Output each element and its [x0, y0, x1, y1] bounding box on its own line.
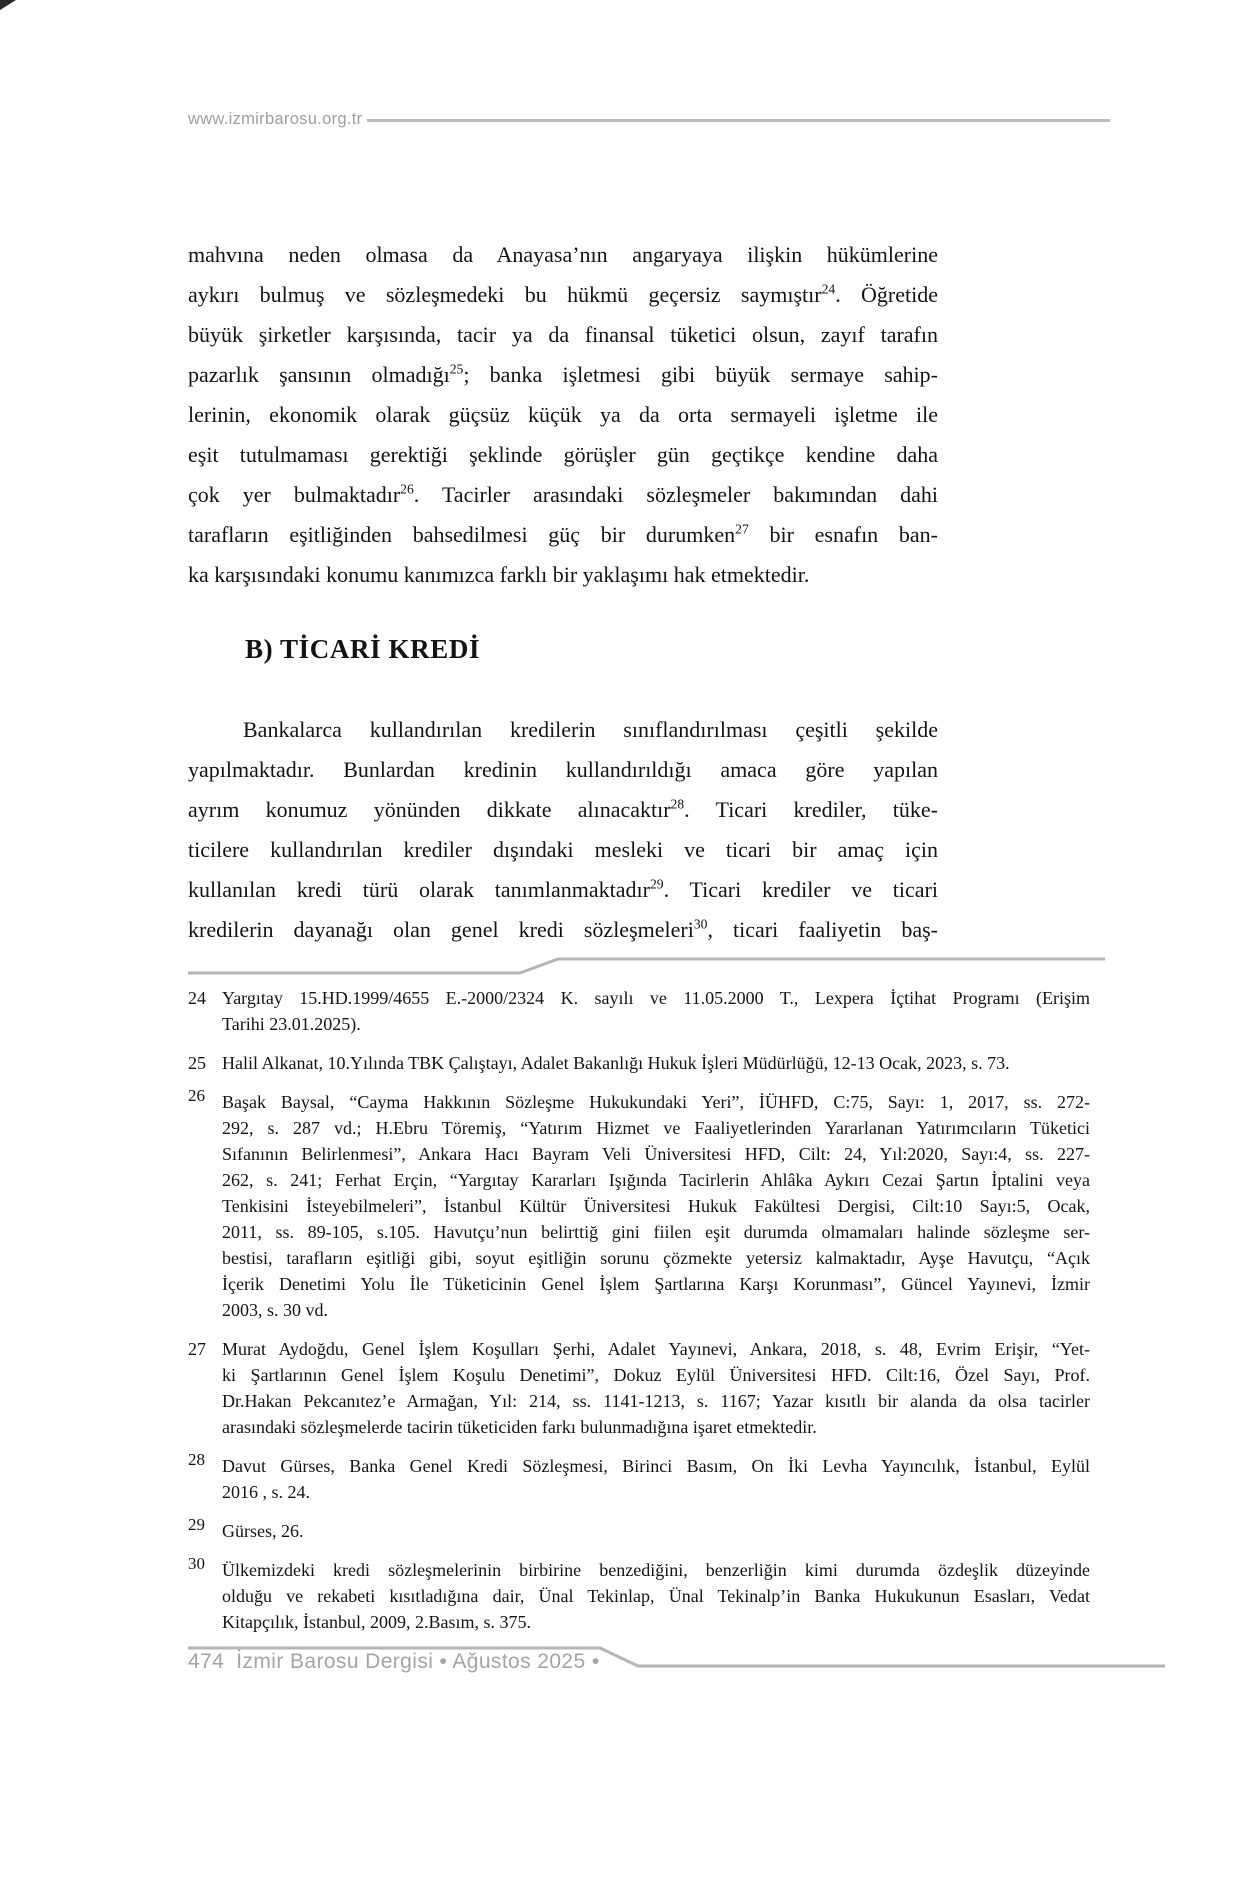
footnote-line: Davut Gürses, Banka Genel Kredi Sözleşmesi, Birinci Basım, On İki Levha Yayıncılık, İstanbul, Eylül — [222, 1456, 1090, 1476]
footnote-number: 28 — [188, 1450, 205, 1469]
body-line: pazarlık şansının olmadığı$^{25}$; banka işletmesi gibi büyük sermaye sahip- — [188, 361, 938, 387]
page-number: 474 — [188, 1650, 225, 1673]
body-line: Bankalarca kullandırılan kredilerin sınıflandırılması çeşitli şekilde — [243, 717, 938, 742]
footnote-number: 26 — [188, 1086, 205, 1105]
footnote-ref: 24 — [821, 281, 836, 297]
page-footer — [188, 1650, 600, 1674]
body-line: ticilere kullandırılan krediler dışındaki mesleki ve ticari bir amaç için — [188, 837, 938, 862]
footnote-line: bestisi, tarafların eşitliği gibi, soyut eşitliğin sorunu çözmekte yetersiz kalmaktadır, Ayşe Havutçu, “Açık — [222, 1248, 1090, 1268]
footnote-line: Tenkisini İsteyebilmeleri”, İstanbul Kültür Üniversitesi Hukuk Fakültesi Dergisi, Cilt:10 Sayı:5, Ocak, — [222, 1196, 1090, 1216]
footnote-line: olduğu ve rekabeti kısıtladığına dair, Ünal Tekinlap, Ünal Tekinalp’in Banka Hukukunun Esasları, Vedat — [222, 1586, 1090, 1606]
footnote-number: 30 — [188, 1554, 205, 1573]
body-line: kredilerin dayanağı olan genel kredi sözleşmeleri$^{30}$, ticari faaliyetin baş- — [188, 916, 938, 942]
footnote-line: İçerik Denetimi Yolu İle Tüketicinin Genel İşlem Şartlarına Karşı Korunması”, Güncel Yayınevi, İzmir — [222, 1274, 1090, 1294]
paragraph-2 — [188, 710, 938, 950]
body-line: tarafların eşitliğinden bahsedilmesi güç bir durumken$^{27}$ bir esnafın ban- — [188, 521, 938, 547]
header-rule — [367, 119, 1110, 122]
body-line: mahvına neden olmasa da Anayasa’nın angaryaya ilişkin hükümlerine — [188, 242, 938, 267]
footnote-item — [188, 1554, 1090, 1635]
footnote-item — [188, 1515, 1090, 1544]
scan-artifact — [0, 0, 16, 10]
body-line: çok yer bulmaktadır$^{26}$. Tacirler arasındaki sözleşmeler bakımından dahi — [188, 481, 938, 507]
footnote-line: 2011, ss. 89-105, s.105. Havutçu’nun belirttiğ gini fiilen eşit durumda olmamaları halinde sözleşme ser- — [222, 1222, 1090, 1242]
footnote-line: Başak Baysal, “Cayma Hakkının Sözleşme Hukukundaki Yeri”, İÜHFD, C:75, Sayı: 1, 2017, ss. 272- — [222, 1092, 1090, 1112]
footnote-text — [222, 1557, 1090, 1635]
footnote-line: Halil Alkanat, 10.Yılında TBK Çalıştayı, Adalet Bakanlığı Hukuk İşleri Müdürlüğü, 12-13 Ocak, 2023, s. 73. — [222, 1053, 1010, 1073]
footnote-item — [188, 1050, 1090, 1076]
body-line: kullanılan kredi türü olarak tanımlanmaktadır$^{29}$. Ticari krediler ve ticari — [188, 876, 938, 902]
footnote-ref: 30 — [693, 916, 708, 932]
body-line: aykırı bulmuş ve sözleşmedeki bu hükmü geçersiz saymıştır$^{24}$. Öğretide — [188, 281, 939, 307]
footnote-text — [222, 1050, 1090, 1076]
body-line: eşit tutulmaması gerektiği şeklinde görüşler gün geçtikçe kendine daha — [188, 442, 938, 467]
body-line: ka karşısındaki konumu kanımızca farklı bir yaklaşımı hak etmektedir. — [188, 562, 810, 587]
footnote-line: Tarihi 23.01.2025). — [222, 1014, 361, 1034]
footnote-text — [222, 1453, 1090, 1505]
footnote-ref: 26 — [400, 481, 414, 497]
footnote-ref: 29 — [649, 876, 664, 892]
footnote-ref: 28 — [670, 796, 685, 812]
body-line: ayrım konumuz yönünden dikkate alınacaktır$^{28}$. Ticari krediler, tüke- — [188, 796, 938, 822]
paragraph-1 — [188, 235, 938, 595]
footnote-ref: 25 — [449, 361, 464, 377]
footnote-line: Sıfanının Belirlenmesi”, Ankara Hacı Bayram Veli Üniversitesi HFD, Cilt: 24, Yıl:2020, Sayı:4, ss. 227- — [222, 1144, 1090, 1164]
footnote-separator — [0, 952, 1260, 980]
footnote-text — [222, 1336, 1090, 1440]
body-line: büyük şirketler karşısında, tacir ya da finansal tüketici olsun, zayıf tarafın — [188, 322, 938, 347]
footnote-line: ki Şartlarının Genel İşlem Koşulu Denetimi”, Dokuz Eylül Üniversitesi HFD. Cilt:16, Özel Sayı, Prof. — [222, 1365, 1090, 1385]
footnote-item — [188, 985, 1090, 1037]
footnote-text — [222, 1518, 1090, 1544]
footnote-ref: 27 — [735, 521, 749, 537]
footnote-line: Kitapçılık, İstanbul, 2009, 2.Basım, s. 375. — [222, 1612, 531, 1632]
footnote-number: 29 — [188, 1515, 205, 1534]
footnote-line: Murat Aydoğdu, Genel İşlem Koşulları Şerhi, Adalet Yayınevi, Ankara, 2018, s. 48, Evrim Erişir, “Yet- — [222, 1339, 1090, 1359]
footnote-item — [188, 1086, 1090, 1323]
footnote-number: 24 — [188, 988, 206, 1008]
footnote-text — [222, 1089, 1090, 1323]
footnote-line: 2016 , s. 24. — [222, 1482, 311, 1502]
footnote-item — [188, 1336, 1090, 1440]
footnote-line: 2003, s. 30 vd. — [222, 1300, 329, 1320]
footnote-line: Dr.Hakan Pekcanıtez’e Armağan, Yıl: 214, ss. 1141-1213, s. 1167; Yazar kısıtlı bir alanda da olsa tacirler — [222, 1391, 1090, 1411]
footnote-line: arasındaki sözleşmelerde tacirin tüketiciden farkı bulunmadığına işaret etmektedir. — [222, 1417, 817, 1437]
section-heading: B) TİCARİ KREDİ — [245, 634, 481, 664]
body-line: lerinin, ekonomik olarak güçsüz küçük ya da orta sermayeli işletme ile — [188, 402, 938, 427]
page-header — [188, 110, 1110, 129]
footnote-line: Gürses, 26. — [222, 1521, 304, 1541]
website-url: www.izmirbarosu.org.tr — [188, 110, 363, 128]
footnote-text — [222, 985, 1090, 1037]
footnotes — [188, 985, 1090, 1648]
body-line: yapılmaktadır. Bunlardan kredinin kullandırıldığı amaca göre yapılan — [188, 757, 938, 782]
footnote-number: 27 — [188, 1339, 206, 1359]
footnote-line: Yargıtay 15.HD.1999/4655 E.-2000/2324 K. sayılı ve 11.05.2000 T., Lexpera İçtihat Programı (Erişim — [222, 988, 1090, 1008]
footnote-line: Ülkemizdeki kredi sözleşmelerinin birbirine benzediğini, benzerliğin kimi durumda özdeşlik düzeyinde — [222, 1560, 1090, 1580]
footnote-number: 25 — [188, 1053, 206, 1073]
journal-title: İzmir Barosu Dergisi • Ağustos 2025 • — [236, 1650, 600, 1673]
footnote-line: 292, s. 287 vd.; H.Ebru Töremiş, “Yatırım Hizmet ve Faaliyetlerinden Yararlanan Yatırımcıların Tüketici — [222, 1118, 1090, 1138]
footnote-item — [188, 1450, 1090, 1505]
footnote-line: 262, s. 241; Ferhat Erçin, “Yargıtay Kararları Işığında Tacirlerin Ahlâka Aykırı Cezai Şartın İptalini veya — [222, 1170, 1090, 1190]
